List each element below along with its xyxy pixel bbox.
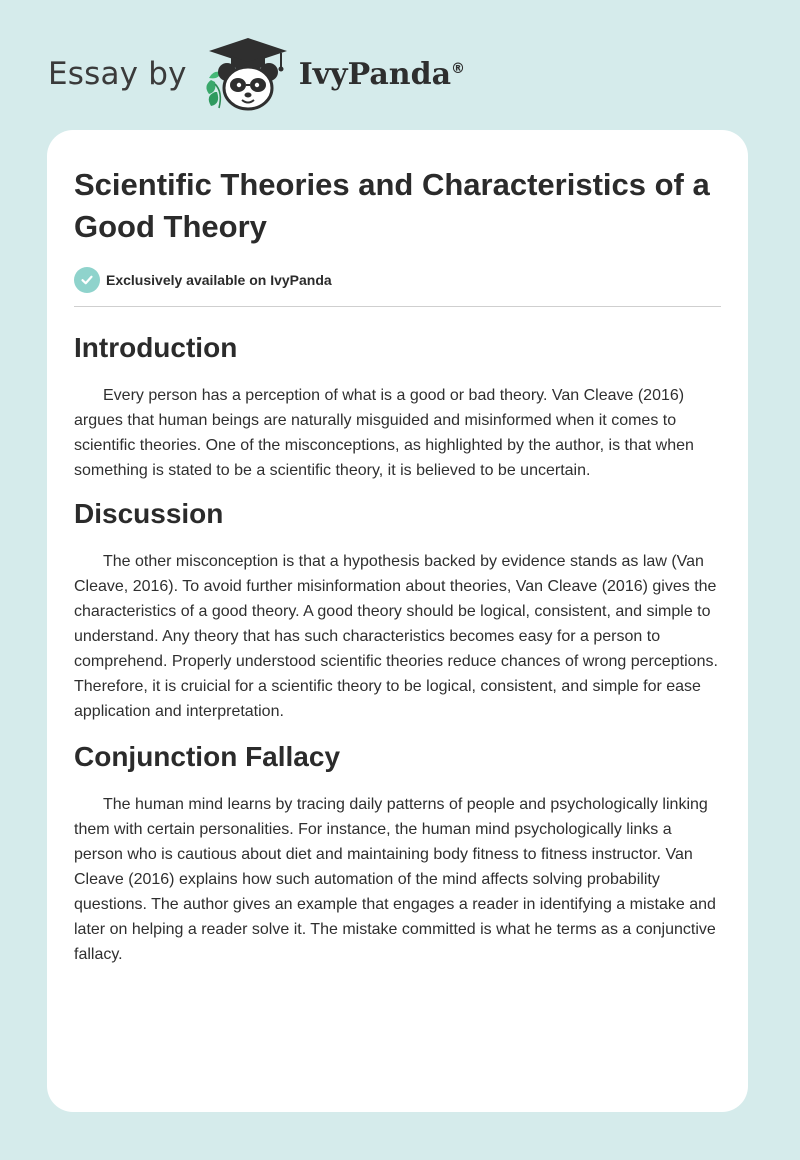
section-paragraph: Every person has a perception of what is a good or bad theory. Van Cleave (2016) argues that human beings are naturally misguided and misinformed when it comes to scientific theories. One of the misconceptions, as highlighted by the author, is that when something is stated to be a scientific theory, it is believed to be uncertain. [74, 387, 694, 479]
registered-mark: ® [451, 60, 466, 77]
essay-card [47, 130, 748, 1112]
brand-prefix: Essay by [48, 56, 187, 92]
panda-graduate-logo-icon [201, 34, 295, 114]
section-discussion [74, 497, 721, 724]
exclusive-badge-text: Exclusively available on IvyPanda [106, 272, 332, 288]
section-heading: Discussion [74, 498, 224, 529]
section-heading: Introduction [74, 332, 238, 363]
section-conjunction-fallacy [74, 740, 721, 967]
exclusive-badge [74, 267, 721, 293]
title-divider [74, 306, 721, 307]
brand-header[interactable] [48, 34, 465, 114]
brand-name: IvyPanda® [298, 56, 466, 92]
section-paragraph: The other misconception is that a hypothesis backed by evidence stands as law (Van Cleave, 2016). To avoid further misinformation about theories, Van Cleave (2016) gives the characteristics of a good theory. A good theory should be logical, consistent, and simple to understand. Any theory that has such characteristics becomes easy for a person to comprehend. Properly understood scientific theories reduce chances of wrong perceptions. Therefore, it is cruicial for a scientific theory to be logical, consistent, and simple for ease application and interpretation. [74, 553, 718, 720]
essay-title: Scientific Theories and Characteristics of a Good Theory [74, 167, 710, 244]
section-introduction [74, 331, 721, 483]
section-paragraph: The human mind learns by tracing daily patterns of people and psychologically linking them with certain personalities. For instance, the human mind psychologically links a person who is cautious about diet and maintaining body fitness to fitness instructor. Van Cleave (2016) explains how such automation of the mind affects solving probability questions. The author gives an example that engages a reader in identifying a mistake and later on helping a reader solve it. The mistake committed is what he terms as a conjunctive fallacy. [74, 796, 716, 963]
section-heading: Conjunction Fallacy [74, 741, 341, 772]
check-circle-icon [74, 267, 100, 293]
